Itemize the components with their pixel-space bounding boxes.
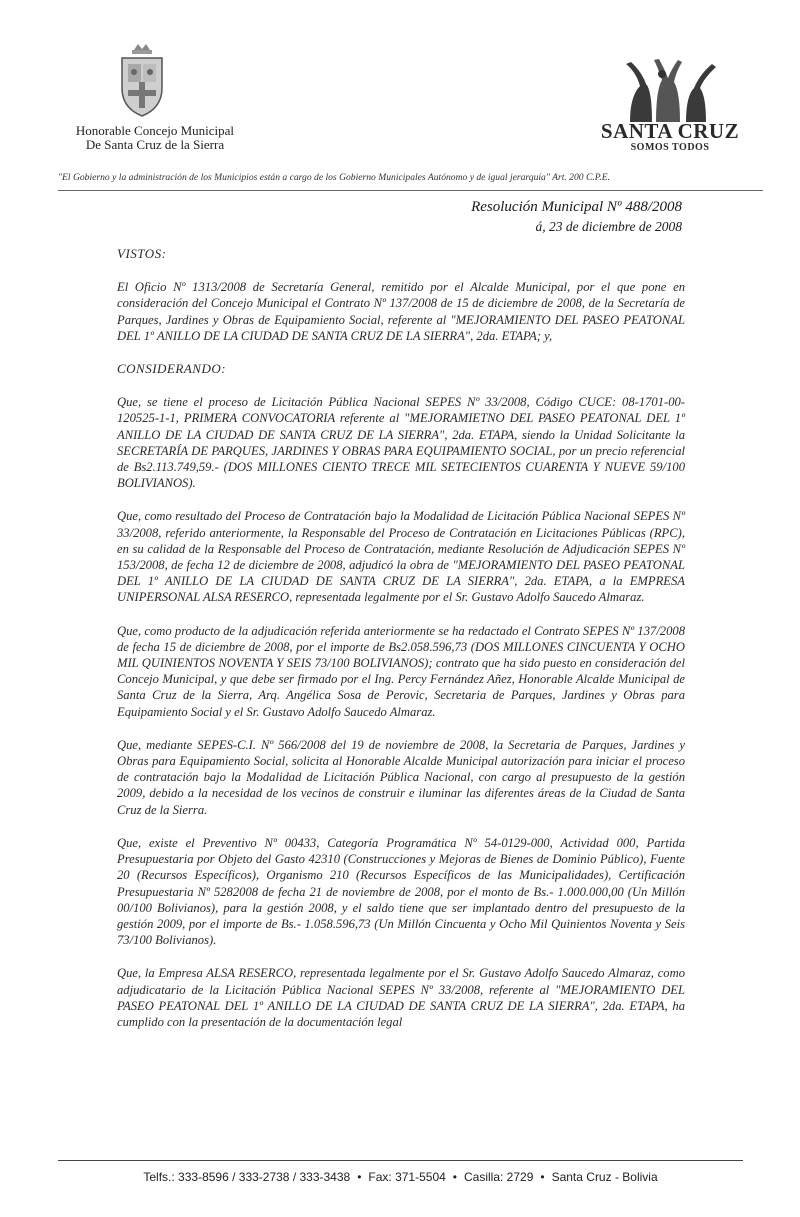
vistos-paragraph: El Oficio Nº 1313/2008 de Secretaría General, remitido por el Alcalde Municipal, por el que pone en consideración del Concejo Municipal el Contrato Nº 137/2008 de 15 de diciembre de 2008, de la Secretaría de Parques, Jardines y Obras de Equipamiento Social, referente al "MEJORAMIENTO DEL PASEO PEATONAL DEL 1º ANILLO DE LA CIUDAD DE SANTA CRUZ DE LA SIERRA", 2da. ETAPA; y, <box>117 280 685 343</box>
resolution-number: Resolución Municipal Nº 488/2008 <box>471 199 682 215</box>
footer-separator: • <box>540 1170 545 1184</box>
resolution-date: á, 23 de diciembre de 2008 <box>535 219 682 234</box>
considerando-paragraph: Que, como producto de la adjudicación referida anteriormente se ha redactado el Contrato SEPES Nº 137/2008 de fecha 15 de diciembre de 2008, por el importe de Bs2.058.596,73 (DOS MILLONES CINCUENTA Y OCHO MIL QUINIENTOS NOVENTA Y SEIS 73/100 BOLIVIANOS); contrato que ha sido puesto en consideración del Concejo Municipal, y que debe ser firmado por el Ing. Percy Fernández Añez, Honorable Alcalde Municipal de Santa Cruz de la Sierra, Arq. Angélica Sosa de Perovic, Secretaria de Parques, Jardines y Obras para Equipamiento Social y el Sr. Gustavo Adolfo Saucedo Almaraz. <box>117 623 685 719</box>
document-body <box>117 246 685 1047</box>
considerando-heading: CONSIDERANDO: <box>117 361 227 377</box>
council-name <box>40 124 270 152</box>
footer-separator: • <box>357 1170 362 1184</box>
considerando-paragraph: Que, se tiene el proceso de Licitación Pública Nacional SEPES Nº 33/2008, Código CUCE: 08-1701-00-120525-1-1, PRIMERA CONVOCATORIA referente al "MEJORAMIETNO DEL PASEO PEATONAL DEL 1º ANILLO DE LA CIUDAD DE SANTA CRUZ DE LA SIERRA", 2da. ETAPA, siendo la Unidad Solicitante la SECRETARÍA DE PARQUES, JARDINES Y OBRAS PARA EQUIPAMIENTO SOCIAL, por un precio referencial de Bs2.113.749,59.- (DOS MILLONES CIENTO TRECE MIL SETECIENTOS CUARENTA Y NUEVE 59/100 BOLIVIANOS). <box>117 395 685 491</box>
considerando-paragraph: Que, como resultado del Proceso de Contratación bajo la Modalidad de Licitación Pública Nacional SEPES Nº 33/2008, referido anteriormente, la Responsable del Proceso de Contratación en Licitaciones Públicas (RPC), en su calidad de la Responsable del Proceso de Contratación, mediante Resolución de Adjudicación SEPES Nº 153/2008, de fecha 12 de diciembre de 2008, adjudicó la obra de "MEJORAMIENTO DEL PASEO PEATONAL DEL 1º ANILLO DE LA CIUDAD DE SANTA CRUZ DE LA SIERRA", 2da. ETAPA, a la EMPRESA UNIPERSONAL ALSA RESERCO, representada legalmente por el Sr. Gustavo Adolfo Saucedo Almaraz. <box>117 509 685 605</box>
constitution-quote: "El Gobierno y la administración de los Municipios están a cargo de los Gobierno Municipales Autónomo y de igual jerarquía" Art. 200 C.P.E. <box>58 172 611 183</box>
santa-cruz-logo-text <box>600 120 740 153</box>
considerando-paragraph: Que, mediante SEPES-C.I. Nº 566/2008 del 19 de noviembre de 2008, la Secretaria de Parques, Jardines y Obras para Equipamiento Social, solicita al Honorable Alcalde Municipal autorización para iniciar el proceso de contratación bajo la Modalidad de Licitación Pública Nacional, con cargo al presupuesto de la gestión 2009, debido a la necesidad de los vecinos de construir e iluminar las diferentes áreas de la Ciudad de Santa Cruz de la Sierra. <box>117 737 685 817</box>
footer-phones: Telfs.: 333-8596 / 333-2738 / 333-3438 <box>143 1170 351 1184</box>
footer-separator: • <box>452 1170 457 1184</box>
council-crest-icon <box>112 40 172 120</box>
footer-divider <box>58 1160 743 1161</box>
footer-fax: Fax: 371-5504 <box>368 1170 446 1184</box>
logo-name: SANTA CRUZ <box>600 119 740 143</box>
resolution-block <box>471 197 682 237</box>
footer-box: Casilla: 2729 <box>464 1170 534 1184</box>
considerando-paragraph: Que, existe el Preventivo Nº 00433, Categoría Programática Nº 54-0129-000, Actividad 000, Partida Presupuestaria por Objeto del Gasto 42310 (Construcciones y Mejoras de Bienes de Dominio Público), Fuente 20 (Recursos Específicos), Organismo 210 (Recursos Específicos de las Municipalidades), Certificación Presupuestaria Nº 5282008 de fecha 21 de noviembre de 2008, por el monto de Bs.- 1.000.000,00 (Un Millón 00/100 Bolivianos), para la gestión 2008, y el saldo tiene que ser implantado dentro del presupuesto de la gestión 2009, por el importe de Bs.- 1.058.596,73 (Un Millón Cincuenta y Ocho Mil Quinientos Noventa y Seis 73/100 Bolivianos). <box>117 835 685 948</box>
logo-slogan: SOMOS TODOS <box>630 142 710 153</box>
footer-contact <box>58 1170 743 1184</box>
header-divider <box>58 190 763 191</box>
considerando-paragraph: Que, la Empresa ALSA RESERCO, representada legalmente por el Sr. Gustavo Adolfo Saucedo Almaraz, como adjudicatario de la Licitación Pública Nacional SEPES Nº 33/2008, referente al "MEJORAMIENTO DEL PASEO PEATONAL DEL 1º ANILLO DE LA CIUDAD DE SANTA CRUZ DE LA SIERRA", 2da. ETAPA, ha cumplido con la presentación de la documentación legal <box>117 966 685 1029</box>
council-line-1: Honorable Concejo Municipal <box>75 123 235 138</box>
vistos-heading: VISTOS: <box>117 246 167 261</box>
footer-place: Santa Cruz - Bolivia <box>551 1170 658 1184</box>
council-line-2: De Santa Cruz de la Sierra <box>85 137 225 152</box>
